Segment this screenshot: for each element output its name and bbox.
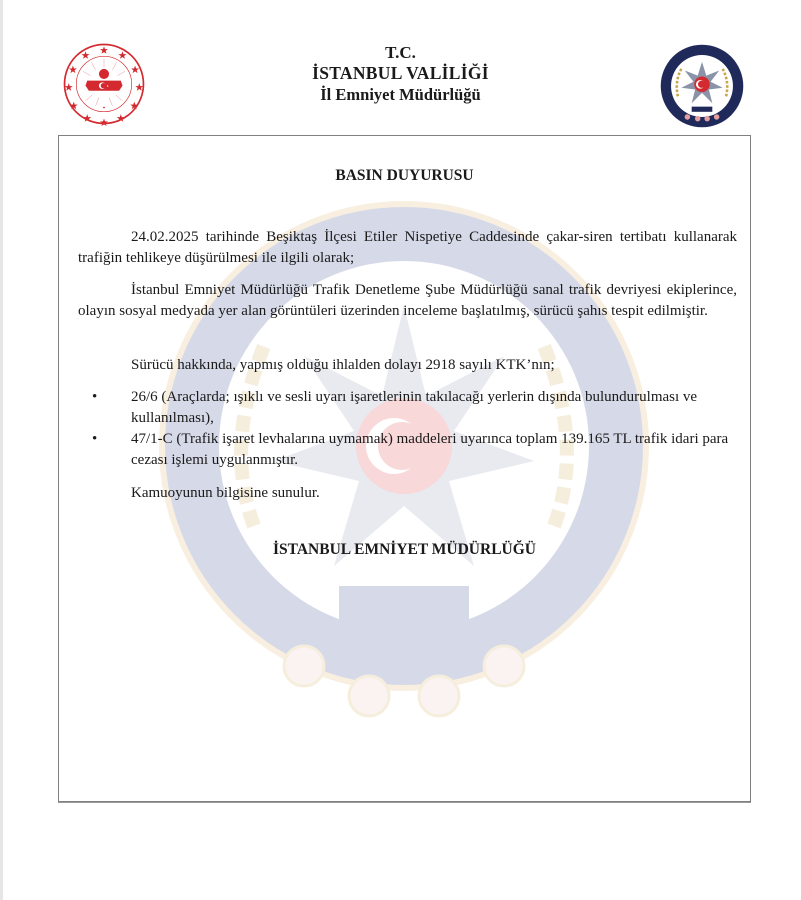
press-release-content: [59, 136, 750, 801]
paragraph-incident: 24.02.2025 tarihinde Beşiktaş İlçesi Etiler Nispetiye Caddesinde çakar-siren tertibatı kullanarak trafiğin tehlikeye düşürülmesi ile ilgili olarak;: [78, 229, 737, 266]
press-release-box: [58, 135, 751, 802]
bullet-icon: •: [92, 431, 98, 447]
page-edge-strip: [0, 0, 3, 900]
header-tc: T.C.: [385, 43, 416, 62]
list-item: [78, 387, 739, 429]
signature: İSTANBUL EMNİYET MÜDÜRLÜĞÜ: [273, 541, 536, 558]
istanbul-police-badge-icon: [659, 43, 745, 129]
bullet-icon: •: [92, 389, 98, 405]
header-police-directorate: İl Emniyet Müdürlüğü: [320, 85, 481, 104]
violation-text: 47/1-C (Trafik işaret levhalarına uymamak) maddeleri uyarınca toplam 139.165 TL trafik idari para cezası işlemi uygulanmıştır.: [131, 431, 729, 468]
paragraph-investigation: İstanbul Emniyet Müdürlüğü Trafik Denetleme Şube Müdürlüğü sanal trafik devriyesi ekiplerince, olayın sosyal medyada yer alan görüntüleri üzerinden inceleme başlatılmış, sürücü şahıs tespit edilmiştir.: [78, 282, 737, 319]
list-item: [78, 429, 739, 471]
header-governorship: İSTANBUL VALİLİĞİ: [312, 63, 489, 83]
press-release-title: BASIN DUYURUSU: [335, 167, 474, 184]
violation-text: 26/6 (Araçlarda; ışıklı ve sesli uyarı işaretlerinin takılacağı yerlerin dışında bulundurulması ve kullanılması),: [131, 389, 698, 426]
violation-list: [78, 387, 739, 471]
paragraph-violation-intro: Sürücü hakkında, yapmış olduğu ihlalden dolayı 2918 sayılı KTK’nın;: [131, 357, 555, 373]
closing-statement: Kamuoyunun bilgisine sunulur.: [131, 485, 320, 501]
